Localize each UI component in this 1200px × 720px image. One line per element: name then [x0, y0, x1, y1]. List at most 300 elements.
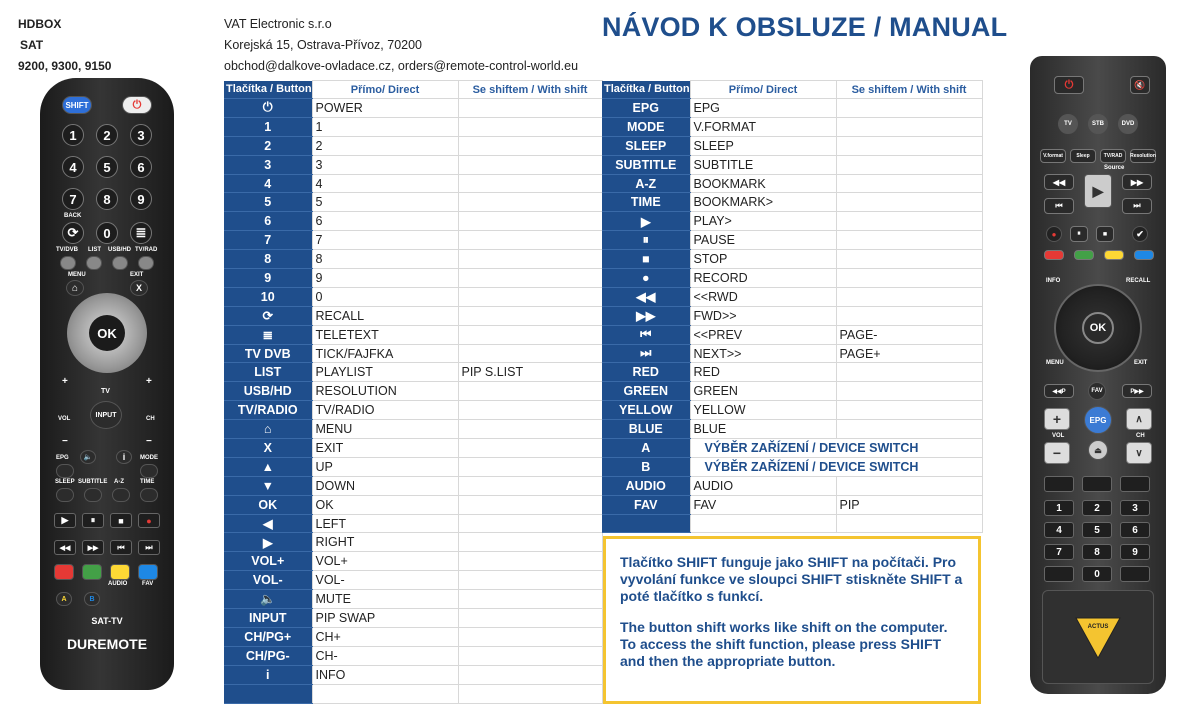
mute-button: 🔇 — [1130, 76, 1150, 94]
button-key-cell: ≣ — [224, 325, 312, 344]
ok-button: OK — [1082, 312, 1114, 344]
exit-button: X — [130, 280, 148, 296]
mute-button: 🔈 — [80, 450, 96, 464]
button-key-cell: 8 — [224, 250, 312, 269]
dvd-mode-button: DVD — [1118, 114, 1138, 134]
company-info — [224, 14, 578, 77]
direct-function-cell: CH- — [312, 646, 458, 665]
company-name: VAT Electronic s.r.o — [224, 17, 332, 31]
fav-button: FAV — [1088, 382, 1106, 400]
table-row — [602, 514, 982, 533]
rewind-button: ◀◀ — [1044, 174, 1074, 190]
az-button — [112, 488, 130, 502]
shift-function-cell — [458, 306, 602, 325]
device-switch-cell: VÝBĚR ZAŘÍZENÍ / DEVICE SWITCH — [690, 457, 982, 476]
shift-function-cell — [458, 665, 602, 684]
sleep-button — [56, 488, 74, 502]
input-button: INPUT — [90, 401, 122, 429]
digit-8-button: 8 — [96, 188, 118, 210]
epg-button: EPG — [1084, 406, 1112, 434]
button-key-cell: YELLOW — [602, 401, 690, 420]
button-key-cell — [602, 514, 690, 533]
direct-function-cell: V.FORMAT — [690, 117, 836, 136]
digit-4-key: 4 — [1044, 522, 1074, 538]
button-key-cell: FAV — [602, 495, 690, 514]
button-key-cell: EPG — [602, 99, 690, 118]
button-key-cell: i — [224, 665, 312, 684]
table-row — [224, 325, 602, 344]
direct-function-cell: <<RWD — [690, 287, 836, 306]
ch-minus-label: − — [146, 436, 152, 447]
table-row — [224, 363, 602, 382]
direct-function-cell: TELETEXT — [312, 325, 458, 344]
button-key-cell: OK — [224, 495, 312, 514]
table-row — [602, 212, 982, 231]
subtitle-button — [84, 488, 102, 502]
table-row — [224, 552, 602, 571]
shift-function-cell — [458, 533, 602, 552]
shift-function-cell — [458, 439, 602, 458]
digit-3-key: 3 — [1120, 500, 1150, 516]
shift-function-cell — [836, 193, 982, 212]
table-row — [224, 99, 602, 118]
direct-function-cell: EXIT — [312, 439, 458, 458]
table-row — [602, 344, 982, 363]
mode-button — [140, 464, 158, 478]
shift-function-cell — [458, 476, 602, 495]
direct-function-cell: TICK/FAJFKA — [312, 344, 458, 363]
usbhd-button — [112, 256, 128, 270]
button-key-cell: TIME — [602, 193, 690, 212]
table-row — [224, 646, 602, 665]
record-button: ● — [1046, 226, 1062, 242]
direct-function-cell: PLAY> — [690, 212, 836, 231]
table-row — [224, 269, 602, 288]
shift-function-cell — [458, 609, 602, 628]
b-button: B — [84, 592, 100, 606]
button-key-cell: VOL- — [224, 571, 312, 590]
direct-function-cell: POWER — [312, 99, 458, 118]
shift-function-cell — [458, 571, 602, 590]
yellow-button — [110, 564, 130, 580]
button-key-cell: ⏮ — [602, 325, 690, 344]
direct-function-cell: BLUE — [690, 420, 836, 439]
table-row — [224, 590, 602, 609]
table-row — [224, 401, 602, 420]
remote-image-left — [40, 78, 174, 690]
shift-function-cell — [836, 401, 982, 420]
button-key-cell: ▶ — [224, 533, 312, 552]
button-key-cell: CH/PG+ — [224, 627, 312, 646]
resolution-button: Resolution — [1130, 149, 1156, 163]
direct-function-cell: 5 — [312, 193, 458, 212]
shift-function-cell — [458, 457, 602, 476]
direct-function-cell: RESOLUTION — [312, 382, 458, 401]
shift-function-cell — [836, 99, 982, 118]
pause-button: ⏸ — [1070, 226, 1088, 242]
button-key-cell: USB/HD — [224, 382, 312, 401]
menu-label: MENU — [1046, 360, 1064, 366]
brand-logo: DUREMOTE — [66, 636, 148, 652]
sleep-button: Sleep — [1070, 149, 1096, 163]
direct-function-cell — [690, 514, 836, 533]
exit-label: EXIT — [130, 272, 144, 278]
a-button: A — [56, 592, 72, 606]
table-row — [224, 627, 602, 646]
shift-function-cell — [458, 627, 602, 646]
next-button: ⏭ — [1122, 198, 1152, 214]
button-key-cell: AUDIO — [602, 476, 690, 495]
table-row — [224, 344, 602, 363]
table-row — [224, 476, 602, 495]
ch-label: CH — [146, 416, 155, 422]
header-shift: Se shiftem / With shift — [458, 81, 602, 99]
table-row — [224, 193, 602, 212]
button-key-cell — [224, 684, 312, 703]
shift-function-cell — [458, 401, 602, 420]
red-button — [1044, 250, 1064, 260]
button-key-cell: ⏭ — [602, 344, 690, 363]
play-button: ▶ — [1084, 174, 1112, 208]
ch-down-button: ∨ — [1126, 442, 1152, 464]
direct-function-cell: PLAYLIST — [312, 363, 458, 382]
shift-function-cell — [458, 287, 602, 306]
mode-label: MODE — [140, 455, 158, 461]
button-key-cell: ▲ — [224, 457, 312, 476]
shift-function-cell — [458, 590, 602, 609]
direct-function-cell: RECORD — [690, 269, 836, 288]
button-key-cell: SLEEP — [602, 136, 690, 155]
shift-function-cell — [458, 99, 602, 118]
direct-function-cell: TV/RADIO — [312, 401, 458, 420]
button-table-right — [602, 80, 983, 533]
table-header-row — [602, 81, 982, 99]
direct-function-cell: FWD>> — [690, 306, 836, 325]
pause-icon: ⏸ — [82, 513, 104, 528]
button-key-cell: TV DVB — [224, 344, 312, 363]
button-key-cell: B — [602, 457, 690, 476]
tvradio-button — [138, 256, 154, 270]
direct-function-cell: AUDIO — [690, 476, 836, 495]
direct-function-cell: 4 — [312, 174, 458, 193]
button-key-cell: ⟳ — [224, 306, 312, 325]
epg-button — [56, 464, 74, 478]
direct-function-cell: BOOKMARK — [690, 174, 836, 193]
direct-function-cell: INFO — [312, 665, 458, 684]
header-shift: Se shiftem / With shift — [836, 81, 982, 99]
rewind-icon: ◀◀ — [54, 540, 76, 555]
direct-function-cell: YELLOW — [690, 401, 836, 420]
menu-label: MENU — [68, 272, 86, 278]
digit-3-button: 3 — [130, 124, 152, 146]
button-key-cell: 🔈 — [224, 590, 312, 609]
ok-button: OK — [89, 315, 125, 351]
shift-function-cell — [458, 155, 602, 174]
ch-plus-label: + — [146, 376, 152, 387]
button-key-cell: ⏸ — [602, 231, 690, 250]
vol-plus-label: + — [62, 376, 68, 387]
epg-label: EPG — [56, 455, 69, 461]
shift-note-cz: Tlačítko SHIFT funguje jako SHIFT na počítači. Pro vyvolání funkce ve sloupci SHIFT stiskněte SHIFT a poté tlačítko s funkcí. — [620, 554, 963, 604]
shift-function-cell — [458, 325, 602, 344]
vol-down-button: − — [1044, 442, 1070, 464]
table-header-row — [224, 81, 602, 99]
green-button — [1074, 250, 1094, 260]
table-row — [602, 117, 982, 136]
shift-function-cell — [458, 495, 602, 514]
company-address: Korejská 15, Ostrava-Přívoz, 70200 — [224, 38, 423, 52]
tv-mode-button: TV — [1058, 114, 1078, 134]
digit-6-key: 6 — [1120, 522, 1150, 538]
button-key-cell: A — [602, 439, 690, 458]
tvdvb-label: TV/DVB — [56, 247, 79, 253]
table-row — [224, 420, 602, 439]
direct-function-cell: STOP — [690, 250, 836, 269]
stb-mode-button: STB — [1088, 114, 1108, 134]
blue-button — [138, 564, 158, 580]
button-key-cell: 6 — [224, 212, 312, 231]
button-key-cell: GREEN — [602, 382, 690, 401]
keypad-row-e-3 — [1120, 566, 1150, 582]
shift-function-cell — [458, 420, 602, 439]
shift-function-cell — [836, 174, 982, 193]
shift-function-cell — [836, 155, 982, 174]
menu-button: ⌂ — [66, 280, 84, 296]
digit-5-key: 5 — [1082, 522, 1112, 538]
button-key-cell: X — [224, 439, 312, 458]
direct-function-cell: OK — [312, 495, 458, 514]
direct-function-cell: 0 — [312, 287, 458, 306]
model-line-numbers: 9200, 9300, 9150 — [18, 59, 112, 73]
direct-function-cell: BOOKMARK> — [690, 193, 836, 212]
record-icon: ● — [138, 513, 160, 528]
button-key-cell: A-Z — [602, 174, 690, 193]
direct-function-cell: 7 — [312, 231, 458, 250]
button-key-cell: ▶▶ — [602, 306, 690, 325]
shift-function-cell: PIP — [836, 495, 982, 514]
shift-function-cell — [458, 117, 602, 136]
keypad-row-a-1 — [1044, 476, 1074, 492]
table-row — [602, 155, 982, 174]
table-row — [602, 174, 982, 193]
table-row — [224, 684, 602, 703]
shift-function-cell — [458, 344, 602, 363]
button-key-cell: 1 — [224, 117, 312, 136]
shift-function-cell — [836, 231, 982, 250]
table-row — [224, 117, 602, 136]
table-row — [224, 231, 602, 250]
digit-9-button: 9 — [130, 188, 152, 210]
eject-button: ⏏ — [1088, 440, 1108, 460]
direct-function-cell: MENU — [312, 420, 458, 439]
direct-function-cell: 8 — [312, 250, 458, 269]
button-key-cell: ◀ — [224, 514, 312, 533]
direct-function-cell: DOWN — [312, 476, 458, 495]
header-direct: Přímo/ Direct — [690, 81, 836, 99]
shift-function-cell — [836, 363, 982, 382]
direct-function-cell: NEXT>> — [690, 344, 836, 363]
tvdvb-button — [60, 256, 76, 270]
table-row — [602, 476, 982, 495]
shift-function-cell — [836, 382, 982, 401]
prev-button: ⏮ — [1044, 198, 1074, 214]
digit-8-key: 8 — [1082, 544, 1112, 560]
digit-9-key: 9 — [1120, 544, 1150, 560]
button-key-cell: ▼ — [224, 476, 312, 495]
shift-function-cell — [836, 250, 982, 269]
digit-7-key: 7 — [1044, 544, 1074, 560]
shift-function-cell: PIP S.LIST — [458, 363, 602, 382]
table-row — [602, 99, 982, 118]
power-button: ⏻ — [1054, 76, 1084, 94]
table-row — [224, 571, 602, 590]
direct-function-cell: 3 — [312, 155, 458, 174]
table-row — [224, 609, 602, 628]
shift-function-cell: PAGE- — [836, 325, 982, 344]
info-button: i — [116, 450, 132, 464]
direct-function-cell: MUTE — [312, 590, 458, 609]
table-row — [602, 325, 982, 344]
table-row — [602, 287, 982, 306]
shift-function-cell — [458, 552, 602, 571]
exit-label: EXIT — [1134, 360, 1148, 366]
digit-7-button: 7 — [62, 188, 84, 210]
button-table-right-body — [602, 81, 982, 533]
shift-function-cell — [836, 306, 982, 325]
digit-0-button: 0 — [96, 222, 118, 244]
remote-model-label: SAT-TV — [91, 616, 123, 626]
vformat-button: V.format — [1040, 149, 1066, 163]
shift-function-cell — [458, 250, 602, 269]
model-line-brand: HDBOX — [18, 17, 62, 31]
direct-function-cell: RECALL — [312, 306, 458, 325]
table-row — [224, 382, 602, 401]
info-label: INFO — [1046, 278, 1061, 284]
button-key-cell: ■ — [602, 250, 690, 269]
model-info — [18, 14, 111, 77]
table-row — [224, 514, 602, 533]
table-row — [602, 363, 982, 382]
digit-1-button: 1 — [62, 124, 84, 146]
direct-function-cell: PAUSE — [690, 231, 836, 250]
direct-function-cell: GREEN — [690, 382, 836, 401]
table-row — [602, 136, 982, 155]
keypad-row-a-2 — [1082, 476, 1112, 492]
shift-function-cell — [458, 212, 602, 231]
vol-minus-label: − — [62, 436, 68, 447]
direct-function-cell: RED — [690, 363, 836, 382]
ch-up-button: ∧ — [1126, 408, 1152, 430]
audio-label: AUDIO — [108, 581, 128, 587]
header-button: Tlačítka / Button — [602, 81, 690, 99]
header-direct: Přímo/ Direct — [312, 81, 458, 99]
time-label: TIME — [140, 479, 155, 485]
shift-function-cell — [458, 193, 602, 212]
button-key-cell: ▶ — [602, 212, 690, 231]
table-row — [602, 382, 982, 401]
shift-function-cell — [836, 476, 982, 495]
table-row — [224, 212, 602, 231]
shift-function-cell — [458, 382, 602, 401]
az-label: A-Z — [114, 479, 124, 485]
table-row — [602, 193, 982, 212]
sleep-label: SLEEP — [55, 479, 75, 485]
direct-function-cell: RIGHT — [312, 533, 458, 552]
button-key-cell: INPUT — [224, 609, 312, 628]
digit-2-key: 2 — [1082, 500, 1112, 516]
table-row — [224, 174, 602, 193]
digit-0-key: 0 — [1082, 566, 1112, 582]
table-row — [602, 457, 982, 476]
device-switch-cell: VÝBĚR ZAŘÍZENÍ / DEVICE SWITCH — [690, 439, 982, 458]
usbhd-label: USB/HD — [108, 247, 132, 253]
remote-image-right — [1030, 56, 1166, 694]
table-row — [224, 287, 602, 306]
ch-label: CH — [1136, 433, 1145, 439]
button-key-cell: LIST — [224, 363, 312, 382]
direct-function-cell: 9 — [312, 269, 458, 288]
table-row — [602, 269, 982, 288]
next-icon: ⏭ — [138, 540, 160, 555]
direct-function-cell — [312, 684, 458, 703]
direct-function-cell: UP — [312, 457, 458, 476]
table-row — [602, 401, 982, 420]
button-key-cell: 7 — [224, 231, 312, 250]
direct-function-cell: FAV — [690, 495, 836, 514]
direct-function-cell: LEFT — [312, 514, 458, 533]
table-row — [224, 136, 602, 155]
vol-label: VOL — [58, 416, 71, 422]
table-row — [602, 231, 982, 250]
shift-function-cell — [458, 136, 602, 155]
prev-icon: ⏮ — [110, 540, 132, 555]
button-key-cell: CH/PG- — [224, 646, 312, 665]
recall-label: RECALL — [1126, 278, 1151, 284]
page-plus-button: P▶▶ — [1122, 384, 1152, 398]
direct-function-cell: PIP SWAP — [312, 609, 458, 628]
direct-function-cell: VOL- — [312, 571, 458, 590]
stop-button: ■ — [1096, 226, 1114, 242]
button-key-cell: RED — [602, 363, 690, 382]
teletext-button: ≣ — [130, 222, 152, 244]
tv-label: TV — [101, 388, 110, 395]
direct-function-cell: EPG — [690, 99, 836, 118]
button-key-cell: VOL+ — [224, 552, 312, 571]
stop-icon: ■ — [110, 513, 132, 528]
shift-function-cell — [458, 646, 602, 665]
company-emails: obchod@dalkove-ovladace.cz, orders@remote-control-world.eu — [224, 59, 579, 73]
header-button: Tlačítka / Button — [224, 81, 312, 99]
button-key-cell: BLUE — [602, 420, 690, 439]
shift-function-cell — [458, 174, 602, 193]
table-row — [224, 439, 602, 458]
tick-button: ✔ — [1132, 226, 1148, 242]
table-row — [224, 250, 602, 269]
warning-icon — [1074, 616, 1122, 660]
source-label: Source — [1104, 165, 1125, 171]
shift-function-cell: PAGE+ — [836, 344, 982, 363]
page-minus-button: ◀◀P — [1044, 384, 1074, 398]
button-key-cell: TV/RADIO — [224, 401, 312, 420]
list-label: LIST — [88, 247, 101, 253]
list-button — [86, 256, 102, 270]
direct-function-cell: VOL+ — [312, 552, 458, 571]
button-key-cell: 2 — [224, 136, 312, 155]
shift-function-cell — [836, 117, 982, 136]
tvrad-label: TV/RAD — [135, 247, 158, 253]
shift-note-box — [603, 536, 981, 704]
forward-button: ▶▶ — [1122, 174, 1152, 190]
